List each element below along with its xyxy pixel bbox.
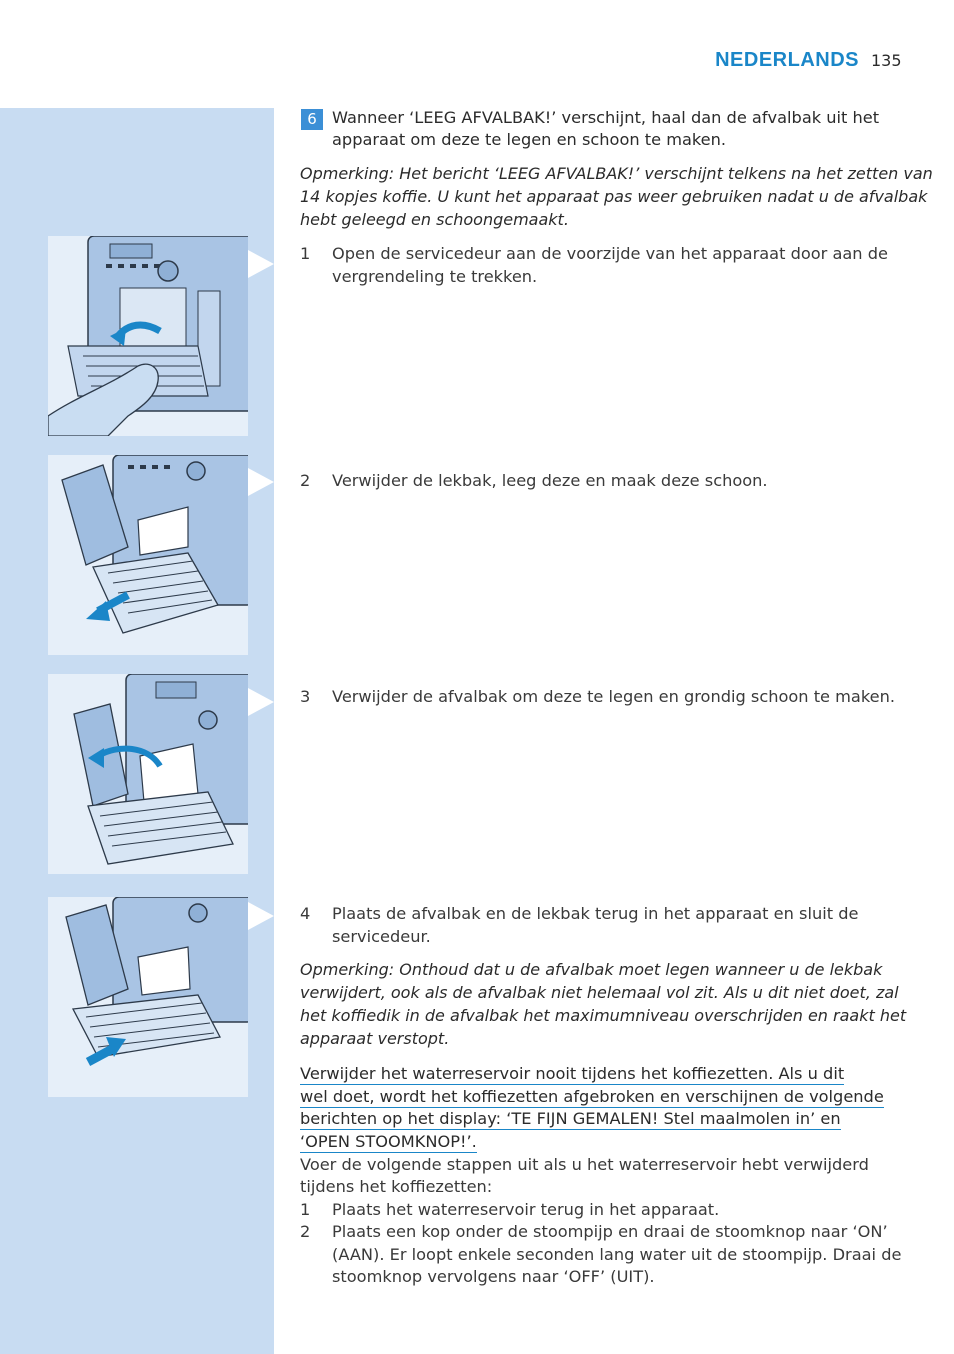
- illustration-pointer: [248, 902, 274, 930]
- substep-4-line-1: Plaats de afvalbak en de lekbak terug in het apparaat en sluit de: [332, 904, 859, 923]
- followup-intro-line-1: Voer de volgende stappen uit als u het waterreservoir hebt verwijderd: [300, 1155, 869, 1174]
- note-1-line-3: hebt geleegd en schoongemaakt.: [300, 210, 569, 229]
- substep-2-number: 2: [300, 471, 311, 490]
- warning-line-4: ‘OPEN STOOMKNOP!’.: [300, 1131, 477, 1151]
- illustration-pointer: [248, 468, 274, 496]
- note-1-line-1: Opmerking: Het bericht ‘LEEG AFVALBAK!’ verschijnt telkens na het zetten van: [300, 164, 933, 183]
- followup-item-1-number: 1: [300, 1200, 311, 1219]
- followup-item-1-line-1: Plaats het waterreservoir terug in het apparaat.: [332, 1200, 720, 1219]
- followup-item-2-line-3: stoomknop vervolgens naar ‘OFF’ (UIT).: [332, 1267, 655, 1286]
- illustration-pointer: [248, 250, 274, 278]
- remove-drip-tray-icon: [48, 455, 248, 655]
- note-1-line-2: 14 kopjes koffie. U kunt het apparaat pas weer gebruiken nadat u de afvalbak: [300, 187, 928, 206]
- note-2-line-2: verwijdert, ook als de afvalbak niet helemaal vol zit. Als u dit niet doet, zal: [300, 983, 899, 1002]
- substep-1-line-2: vergrendeling te trekken.: [332, 267, 538, 286]
- page-number: 135: [871, 51, 902, 70]
- step-6-text-line-1: Wanneer ‘LEEG AFVALBAK!’ verschijnt, haal dan de afvalbak uit het: [332, 108, 880, 127]
- substep-4-line-2: servicedeur.: [332, 927, 431, 946]
- remove-coffee-grounds-container-icon: [48, 674, 248, 874]
- followup-item-2-line-1: Plaats een kop onder de stoompijp en draai de stoomknop naar ‘ON’: [332, 1222, 888, 1241]
- substep-1-line-1: Open de servicedeur aan de voorzijde van het apparaat door aan de: [332, 244, 888, 263]
- machine-open-door-icon: [48, 236, 248, 436]
- note-2-line-4: apparaat verstopt.: [300, 1029, 450, 1048]
- warning-line-2: wel doet, wordt het koffiezetten afgebroken en verschijnen de volgende: [300, 1086, 884, 1106]
- step-number-badge: 6: [301, 109, 323, 130]
- substep-3-number: 3: [300, 687, 311, 706]
- followup-intro-line-2: tijdens het koffiezetten:: [300, 1177, 493, 1196]
- substep-4-number: 4: [300, 904, 311, 923]
- followup-item-2-number: 2: [300, 1222, 311, 1241]
- step-6-text-line-2: apparaat om deze te legen en schoon te maken.: [332, 130, 727, 149]
- warning-line-3: berichten op het display: ‘TE FIJN GEMALEN! Stel maalmolen in’ en: [300, 1109, 841, 1128]
- substep-1-number: 1: [300, 244, 311, 263]
- substep-3-line-1: Verwijder de afvalbak om deze te legen en grondig schoon te maken.: [332, 687, 896, 706]
- insert-trays-back-icon: [48, 897, 248, 1097]
- note-2-line-1: Opmerking: Onthoud dat u de afvalbak moet legen wanneer u de lekbak: [300, 960, 883, 979]
- note-2-line-3: het koffiedik in de afvalbak het maximumniveau overschrijden en raakt het: [300, 1006, 907, 1025]
- substep-2-line-1: Verwijder de lekbak, leeg deze en maak deze schoon.: [332, 471, 768, 490]
- warning-line-1: Verwijder het waterreservoir nooit tijdens het koffiezetten. Als u dit: [300, 1064, 845, 1083]
- language-heading: NEDERLANDS: [715, 49, 859, 71]
- warning-block: [300, 1063, 900, 1153]
- illustration-pointer: [248, 688, 274, 716]
- followup-item-2-line-2: (AAN). Er loopt enkele seconden lang water uit de stoompijp. Draai de: [332, 1245, 902, 1264]
